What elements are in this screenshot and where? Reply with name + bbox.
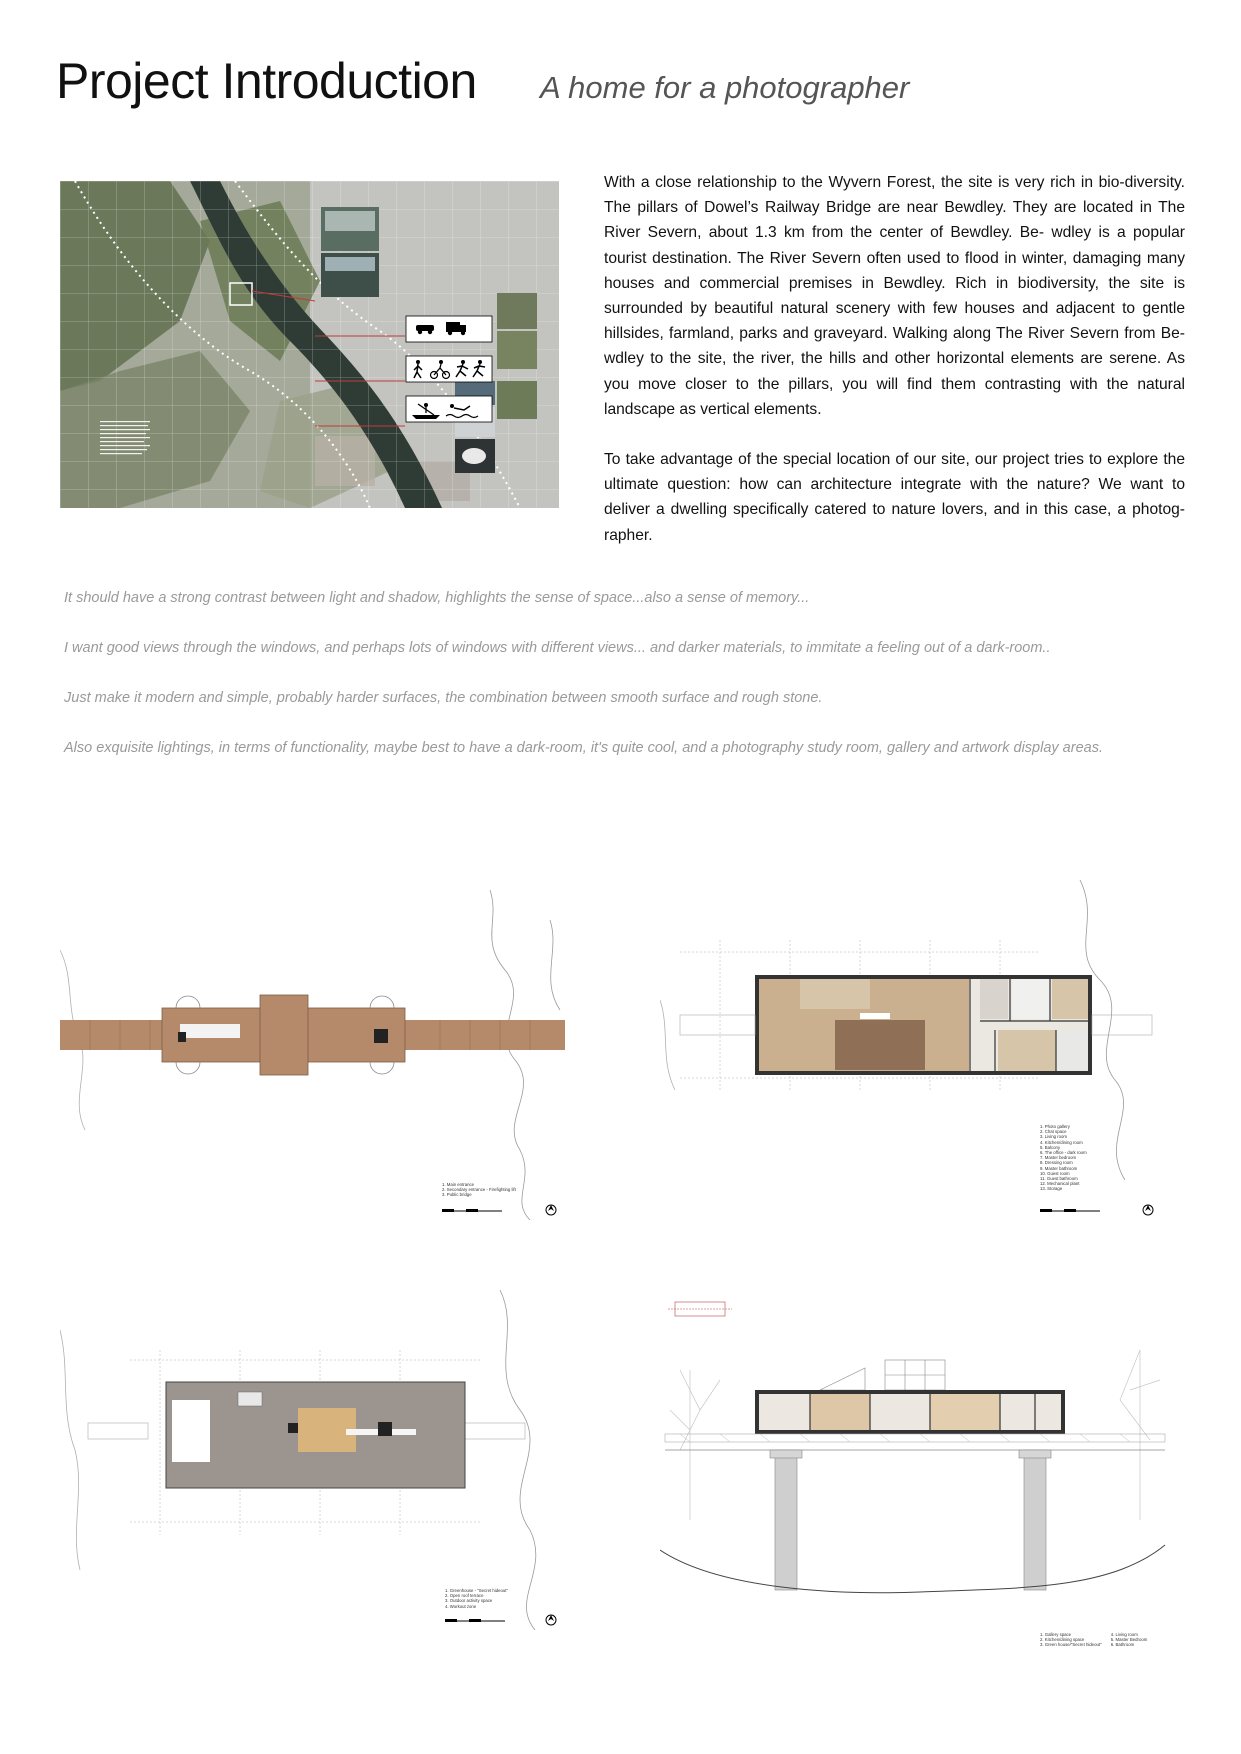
first-floor-plan-legend [1040,1124,1087,1192]
transport-icons [406,316,492,342]
legend-item: 6. The office - dark room [1040,1150,1087,1156]
client-quote: It should have a strong contrast between light and shadow, highlights the sense of space...also a sense of memory... [64,590,810,606]
north-arrow-icon [546,1615,556,1625]
legend-item: 3. Public bridge [442,1192,472,1198]
ground-plan-legend [442,1182,516,1198]
page-title: Project Introduction [56,53,477,109]
legend-item: 1. Main entrance [442,1182,475,1187]
legend-item: 3. Living room [1040,1134,1067,1140]
legend-item: 1. Gallery space [1040,1632,1072,1637]
ground-plan-drawing [60,880,570,1220]
legend-item: 5. Master Bedroom [1110,1637,1148,1643]
roof-plan-drawing [60,1290,570,1630]
legend-item: 2. Chat space [1040,1129,1067,1135]
legend-item: 3. Outdoor activity space [445,1598,493,1604]
scale-bar [1040,1209,1100,1212]
north-arrow-icon [546,1205,556,1215]
intro-paragraph-2: To take advantage of the special location of our site, our project tries to explore the ultimate question: how can architecture integrate with the nature? We want to deliver a dwelling specifically catered to nature lovers, and in this case, a photog- rapher. [604,451,1185,544]
section-drawing [660,1290,1180,1670]
legend-item: 3. Green house/"Secret hideout" [1040,1642,1102,1648]
legend-item: 10. Guest room [1040,1170,1070,1176]
water-activity-icons [406,396,492,422]
legend-item: 9. Master bathroom [1040,1165,1078,1171]
legend-item: 6. Bathroom [1110,1642,1135,1648]
site-map [60,181,559,508]
site-map-aerial [60,181,559,508]
legend-item: 7. Master bedroom [1040,1155,1077,1161]
legend-item: 4. Workout zone [445,1603,477,1609]
roof-plan-legend [445,1588,508,1609]
legend-item: 1. Photo gallery [1040,1124,1070,1129]
legend-item: 13. Storage [1040,1186,1063,1192]
first-floor-plan-drawing [660,880,1170,1220]
legend-item: 4. Kitchen/dining room [1040,1139,1083,1145]
legend-item: 2. Secondary entrance - Firefighting lift [442,1187,516,1193]
legend-item: 11. Guest bathroom [1040,1176,1078,1182]
legend-item: 5. Balcony [1040,1144,1061,1150]
legend-item: 2. Open roof terrace [445,1593,484,1599]
scale-bar [442,1209,502,1212]
legend-item: 12. Mechanical plant [1040,1181,1080,1187]
intro-paragraph-1: With a close relationship to the Wyvern Forest, the site is very rich in bio-diversity. The pillars of Dowel’s Railway Bridge are near Bewdley. They are located in The River Severn, about 1.3 km from the center of Bewdley. Be- wdley is a popular tourist destination. The River Severn often used to flood in winter, damaging many houses and commercial premises in Bewdley. Rich in biodiversity, the site is surrounded by beautiful natural scenery with few houses and adjacent to gentle hillsides, farmland, parks and graveyard. Walking along The River Severn from Be- wdley to the site, the river, the hills and other horizontal elements are serene. As you move closer to the pillars, you will find them contrasting with the natural landscape as vertical elements. [604,174,1185,418]
legend-item: 1. Greenhouse - "Secret hideout" [445,1588,509,1593]
legend-item: 4. Living room [1110,1632,1138,1637]
client-quote: Also exquisite lightings, in terms of functionality, maybe best to have a dark-room, it's quite cool, and a photography study room, gallery and artwork display areas. [64,740,1103,756]
north-arrow-icon [1143,1205,1153,1215]
page-subtitle: A home for a photographer [540,70,910,105]
legend-item: 8. Dressing room [1040,1160,1073,1166]
section-legend [1040,1632,1147,1648]
scale-bar [445,1619,505,1622]
legend-item: 2. Kitchen/dining space [1040,1637,1085,1643]
client-quote: Just make it modern and simple, probably harder surfaces, the combination between smooth surface and rough stone. [64,690,823,706]
client-quote: I want good views through the windows, and perhaps lots of windows with different views... and darker materials, to immitate a feeling out of a dark-room.. [64,640,1051,656]
activity-icons [406,356,492,382]
